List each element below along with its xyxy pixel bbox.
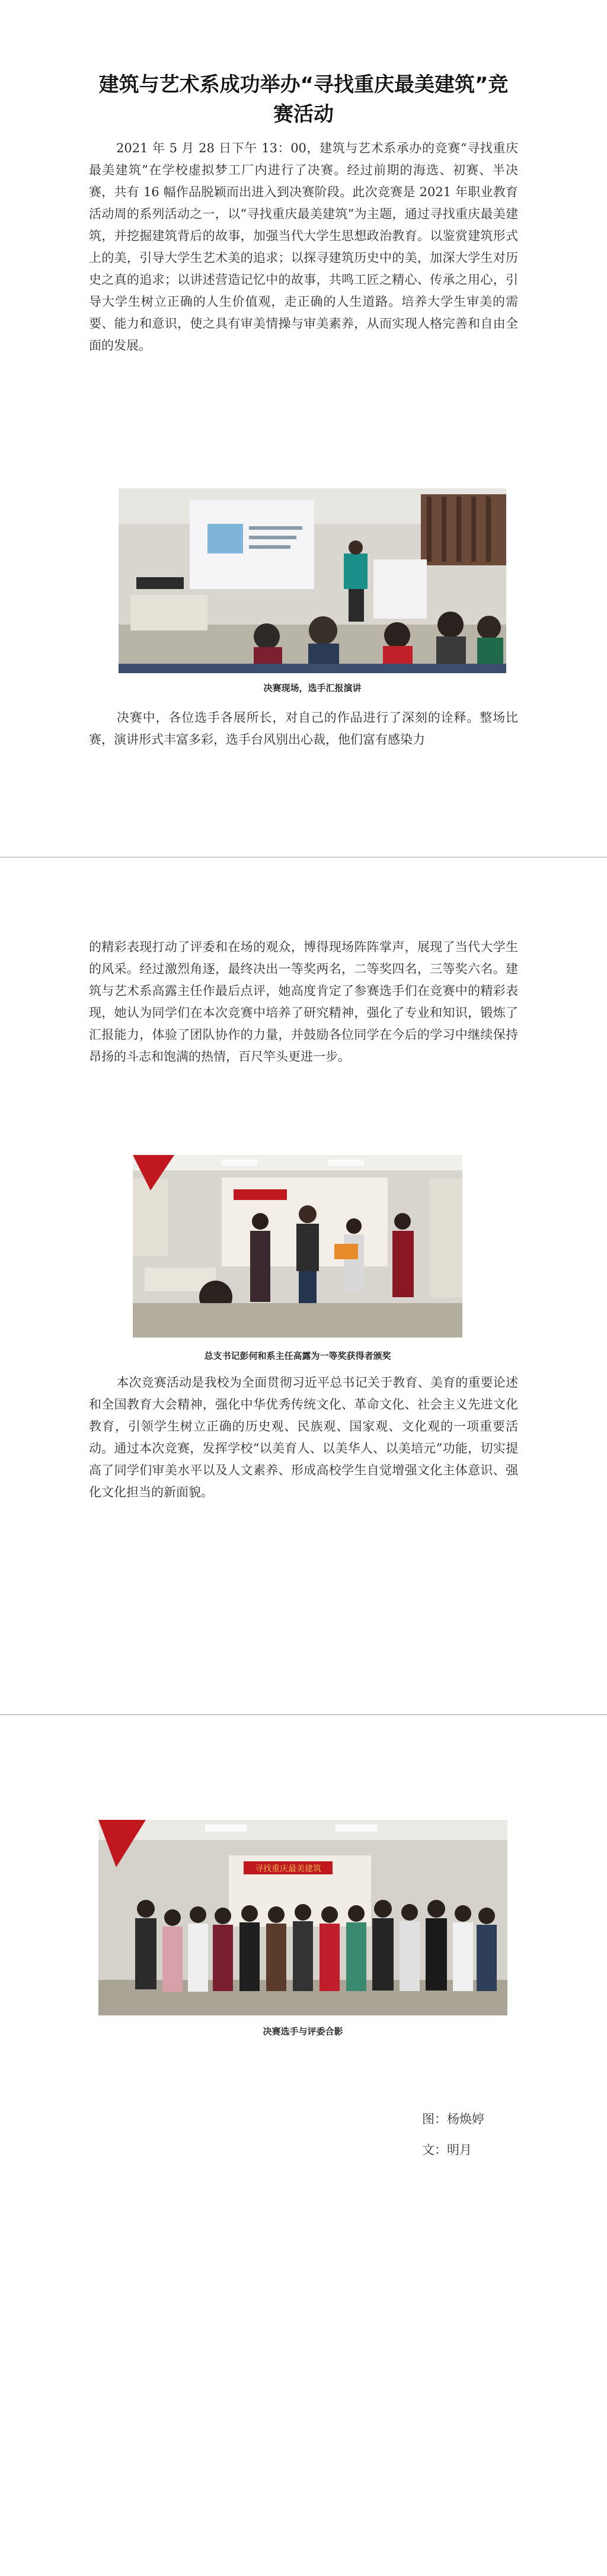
text-credit: 文：明月 [422, 2143, 472, 2157]
paragraph-intro-text: 2021 年 5 月 28 日下午 13：00，建筑与艺术系承办的竞赛“寻找重庆最美建筑”在学校虚拟梦工厂内进行了决赛。经过前期的海选、初赛、半决赛，共有 16 幅作品脱颖而出进入到决赛阶段。此次竞赛是 2021 年职业教育活动周的系列活动之一，以“寻找重庆最美建筑”为主题，通过寻找重庆最美建筑，并挖掘建筑背后的故事，加强当代大学生思想政治教育。以鉴赏建筑形式上的美，引导大学生艺术美的追求；以探寻建筑历史中的美，加深大学生对历史之真的追求；以讲述营造记忆中的故事，共鸣工匠之精心、传承之用心，引导大学生树立正确的人生价值观，走正确的人生道路。培养大学生审美的需要、能力和意识，使之具有审美情操与审美素养，从而实现人格完善和自由全面的发展。 [89, 141, 518, 353]
caption-group-photo: 决赛选手与评委合影 [263, 2026, 343, 2037]
photo-final-presentation-image [119, 488, 506, 673]
photo-final-presentation [119, 488, 506, 673]
paragraph-conclusion [89, 1372, 518, 1503]
paragraph-competition-part1-text: 决赛中，各位选手各展所长，对自己的作品进行了深刻的诠释。整场比赛，演讲形式丰富多彩，选手台风别出心裁，他们富有感染力 [89, 711, 518, 747]
photo-award-ceremony-image [133, 1155, 462, 1337]
photo-credit: 图：杨焕婷 [422, 2112, 484, 2126]
photo-group-image [98, 1820, 507, 2015]
page-separator [0, 1714, 607, 1715]
banner-text: 寻找重庆最美建筑 [255, 1864, 321, 1874]
paragraph-intro [89, 137, 518, 357]
paragraph-competition-part1 [89, 707, 518, 751]
caption-final-presentation: 决赛现场，选手汇报演讲 [263, 683, 362, 693]
photo-group [98, 1820, 507, 2015]
paragraph-conclusion-text: 本次竞赛活动是我校为全面贯彻习近平总书记关于教育、美育的重要论述和全国教育大会精神，强化中华优秀传统文化、革命文化、社会主义先进文化教育，引领学生树立正确的历史观、民族观、国家观、文化观的一项重要活动。通过本次竞赛，发挥学校“以美育人、以美华人、以美培元”功能，切实提高了同学们审美水平以及人文素养、形成高校学生自觉增强文化主体意识、强化文化担当的新面貌。 [89, 1375, 518, 1499]
photo-award-ceremony [133, 1155, 462, 1337]
article-title: 建筑与艺术系成功举办“寻找重庆最美建筑”竞赛活动 [98, 73, 509, 126]
paragraph-competition-part2: 的精彩表现打动了评委和在场的观众，博得现场阵阵掌声，展现了当代大学生的风采。经过激烈角逐，最终决出一等奖两名，二等奖四名，三等奖六名。建筑与艺术系高露主任作最后点评，她高度肯定了参赛选手们在竞赛中的精彩表现，她认为同学们在本次竞赛中培养了研究精神，强化了专业和知识，锻炼了汇报能力，体验了团队协作的力量，并鼓励各位同学在今后的学习中继续保持昂扬的斗志和饱满的热情，百尺竿头更进一步。 [89, 940, 518, 1064]
caption-award-ceremony: 总支书记彭何和系主任高露为一等奖获得者颁奖 [204, 1351, 391, 1361]
